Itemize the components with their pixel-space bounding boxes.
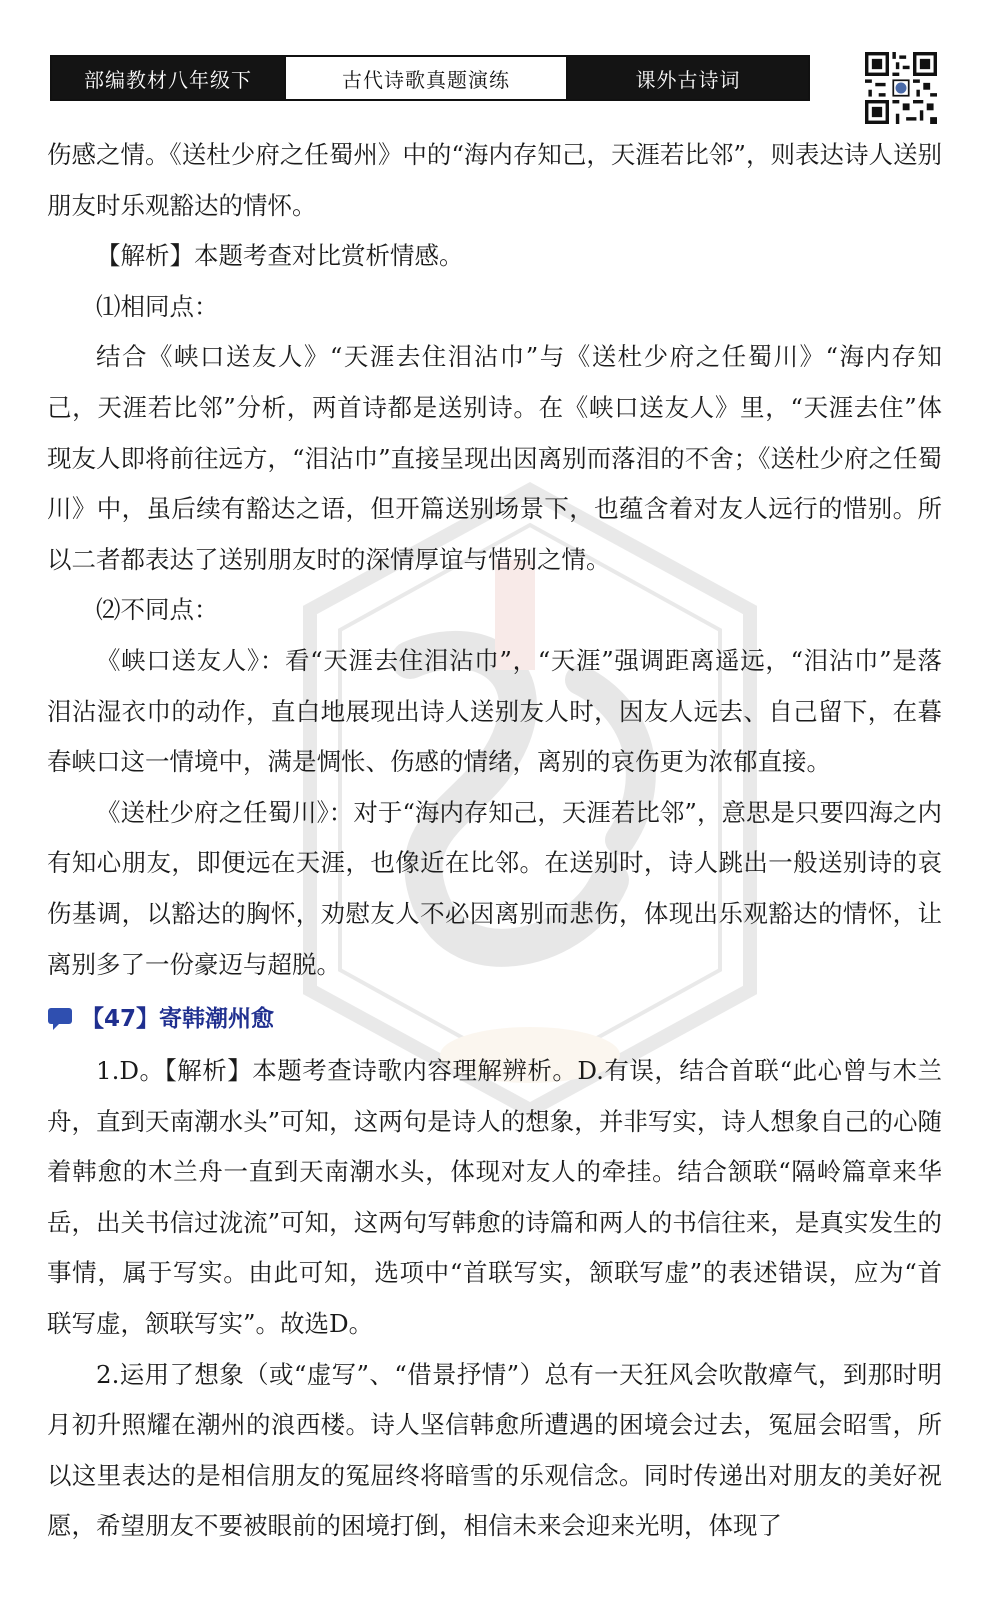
header-topic-label: 古代诗歌真题演练 bbox=[284, 57, 568, 99]
section-title: 【47】寄韩潮州愈 bbox=[81, 1006, 275, 1033]
qr-code-icon bbox=[865, 52, 937, 124]
answer-2: 2.运用了想象（或“虚写”、“借景抒情”）总有一天狂风会吹散瘴气，到那时明月初升照耀在潮州的浪西楼。诗人坚信韩愈所遭遇的困境会过去，冤屈会昭雪，所以这里表达的是相信朋友的冤屈终将暗雪的乐观信念。同时传递出对朋友的美好祝愿，希望朋友不要被眼前的困境打倒，相信未来会迎来光明，体现了 bbox=[47, 1359, 942, 1541]
header-section-label: 课外古诗词 bbox=[568, 57, 808, 99]
answer-1: 1.D。【解析】本题考查诗歌内容理解辨析。D.有误，结合首联“此心曾与木兰舟，直到天南潮水头”可知，这两句是诗人的想象，并非写实，诗人想象自己的心随着韩愈的木兰舟一直到天南潮水头，体现对友人的牵挂。结合颔联“隔岭篇章来华岳，出关书信过泷流”可知，这两句写韩愈的诗篇和两人的书信往来，是真实发生的事情，属于写实。由此可知，选项中“首联写实，颔联写虚”的表述错误，应为“首联写虚，颔联写实”。故选D。 bbox=[47, 1056, 942, 1339]
difference-paragraph-1: 《峡口送友人》：看“天涯去住泪沾巾”，“天涯”强调距离遥远，“泪沾巾”是落泪沾湿衣巾的动作，直白地展现出诗人送别友人时，因友人远去、自己留下，在暮春峡口这一情境中，满是惆怅、伤感的情绪，离别的哀伤更为浓郁直接。 bbox=[47, 645, 942, 777]
similarity-paragraph: 结合《峡口送友人》“天涯去住泪沾巾”与《送杜少府之任蜀川》“海内存知己，天涯若比邻”分析，两首诗都是送别诗。在《峡口送友人》里，“天涯去住”体现友人即将前往远方，“泪沾巾”直接呈现出因离别而落泪的不舍；《送杜少府之任蜀川》中，虽后续有豁达之语，但开篇送别场景下，也蕴含着对友人远行的惜别。所以二者都表达了送别朋友时的深情厚谊与惜别之情。 bbox=[47, 342, 942, 574]
chat-bubble-icon bbox=[47, 1006, 75, 1032]
page-header bbox=[50, 55, 810, 101]
difference-heading: ⑵不同点： bbox=[96, 595, 219, 625]
paragraph-continuation: 伤感之情。《送杜少府之任蜀州》中的“海内存知己，天涯若比邻”，则表达诗人送别朋友时乐观豁达的情怀。 bbox=[47, 140, 942, 220]
analysis-intro: 【解析】本题考查对比赏析情感。 bbox=[96, 241, 464, 271]
difference-paragraph-2: 《送杜少府之任蜀川》：对于“海内存知己，天涯若比邻”，意思是只要四海之内有知心朋友，即便远在天涯，也像近在比邻。在送别时，诗人跳出一般送别诗的哀伤基调，以豁达的胸怀，劝慰友人不必因离别而悲伤，体现出乐观豁达的情怀，让离别多了一份豪迈与超脱。 bbox=[47, 797, 942, 979]
section-heading bbox=[47, 994, 942, 1044]
header-grade-label: 部编教材八年级下 bbox=[52, 57, 284, 99]
document-body bbox=[47, 130, 942, 1552]
similarity-heading: ⑴相同点： bbox=[96, 291, 219, 321]
